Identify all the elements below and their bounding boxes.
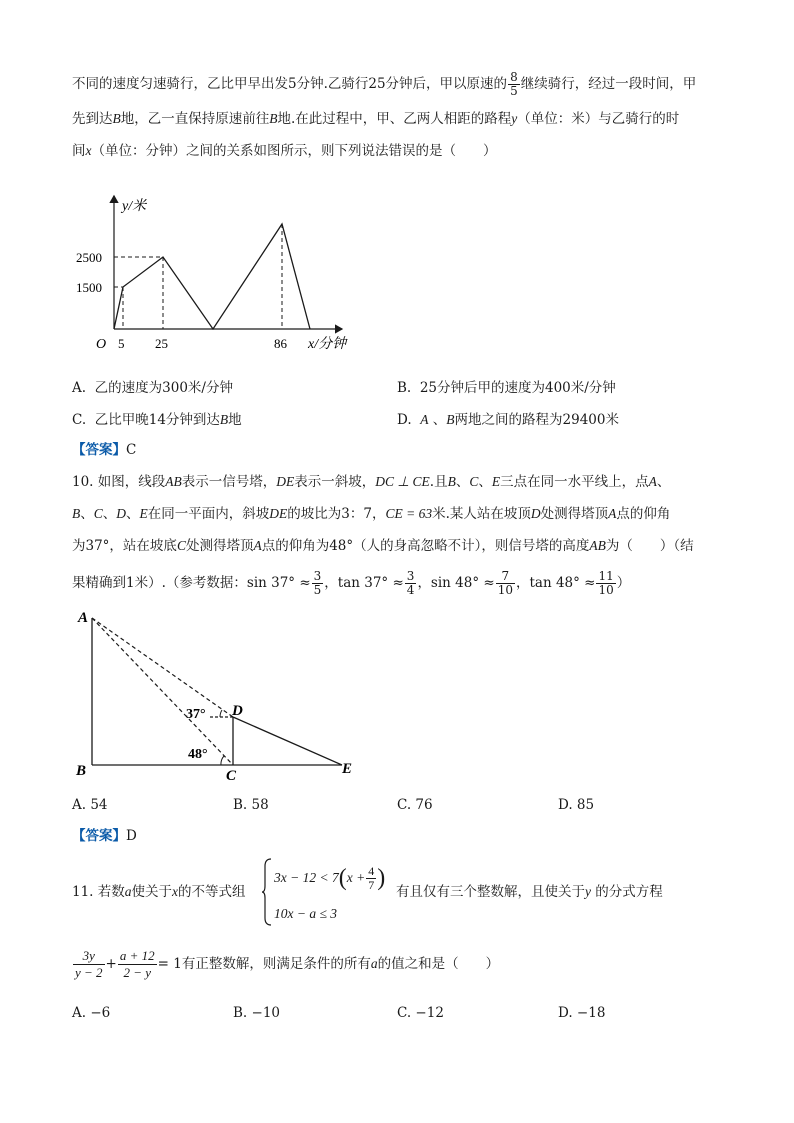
q11-option-c: C. −12 <box>397 1005 444 1021</box>
q10-line-4: 果精确到1米）.（参考数据：sin 37° ≈ $\frac{3}{5}$ ，tan 37° ≈ $\frac{3}{4}$ ，sin 48° ≈ $\frac{7}{10}$ ，tan 48° ≈ $\frac{11}{10}$ ） <box>72 569 631 597</box>
q9-text: 继续骑行，经过一段时间，甲 <box>520 76 697 92</box>
q9-x-axis-label: x/分钟 <box>308 337 347 352</box>
q10-option-c: C. 76 <box>397 797 433 813</box>
q9-option-c: C. 乙比甲晚14分钟到达B地 <box>72 412 242 428</box>
q9-y-tick-2500: 2500 <box>76 250 102 265</box>
q10-option-b: B. 58 <box>233 797 269 813</box>
q9-x-tick-86: 86 <box>274 336 287 351</box>
q9-origin-label: O <box>96 337 107 352</box>
q11-option-a: A. −6 <box>72 1005 111 1021</box>
q11-eq-fraction-1: $\frac{3y}{y - 2}$ <box>75 948 103 980</box>
q11-line-2: $\frac{3y}{y - 2}$ + $\frac{a + 12}{2 - y}$ = 1有正整数解，则满足条件的所有a的值之和是（ ） <box>75 948 500 980</box>
q9-distance-time-graph <box>70 188 370 358</box>
q9-distance-polyline <box>114 224 310 329</box>
q10-option-a: A. 54 <box>72 797 108 813</box>
q10-label-b: B <box>76 763 87 779</box>
q10-option-d: D. 85 <box>558 797 595 813</box>
q9-line-3: 间x（单位：分钟）之间的关系如图所示，则下列说法错误的是（ ） <box>72 143 497 159</box>
q11-eq-fraction-2: $\frac{a + 12}{2 - y}$ <box>119 948 155 980</box>
q9-y-tick-1500: 1500 <box>76 280 102 295</box>
q10-sight-ad <box>92 618 233 717</box>
q11-inequality-1: 3x − 12 < 7(x + $\frac{4}{7}$ ) <box>274 864 386 893</box>
q10-angle-48: 48° <box>188 747 208 762</box>
q11-option-b: B. −10 <box>233 1005 280 1021</box>
q10-slope-de <box>233 717 342 765</box>
q10-label-c: C <box>226 768 237 784</box>
frac-3-4: $\frac{3}{4}$ <box>406 569 415 597</box>
q11-left-brace <box>262 858 272 926</box>
q9-option-b: B. 25分钟后甲的速度为400米/分钟 <box>397 380 616 396</box>
frac-7-10: $\frac{7}{10}$ <box>497 569 513 597</box>
q9-option-d: D. A 、B两地之间的路程为29400米 <box>397 412 619 428</box>
frac-11-10: $\frac{11}{10}$ <box>598 569 614 597</box>
q10-angle-arc-37 <box>220 710 222 717</box>
q11-inequality-2: 10x − a ≤ 3 <box>274 906 338 921</box>
q10-sight-ac <box>92 618 233 765</box>
q10-angle-arc-48 <box>221 756 224 765</box>
q10-answer: 【答案】D <box>72 828 137 844</box>
q10-tower-slope-figure <box>70 604 370 784</box>
q11-line-1-left: 11. 若数a使关于x的不等式组 <box>72 884 246 900</box>
q9-x-tick-5: 5 <box>118 336 125 351</box>
q9-answer: 【答案】C <box>72 442 137 458</box>
q10-label-e: E <box>342 761 353 777</box>
q11-line-1-right: 有且仅有三个整数解，且使关于y 的分式方程 <box>396 884 663 900</box>
q10-angle-37: 37° <box>186 707 206 722</box>
q9-y-axis-label: y/米 <box>122 199 147 214</box>
q10-line-2: B、C、D、E在同一平面内，斜坡DE的坡比为3：7，CE = 63米.某人站在坡顶D处测得塔顶A点的仰角 <box>72 506 671 522</box>
q11-option-d: D. −18 <box>558 1005 606 1021</box>
q9-text: 不同的速度匀速骑行，乙比甲早出发5分钟.乙骑行25分钟后，甲以原速的 <box>72 76 508 92</box>
q9-line-2: 先到达B地，乙一直保持原速前往B地.在此过程中，甲、乙两人相距的路程y（单位：米）与乙骑行的时 <box>72 111 680 127</box>
q9-fraction-8-5: $\frac{8}{5}$ <box>510 70 518 98</box>
q10-line-3: 为37°，站在坡底C处测得塔顶A点的仰角为48°（人的身高忽略不计），则信号塔的高度AB为（ ）（结 <box>72 538 694 554</box>
frac-4-7: $\frac{4}{7}$ <box>368 864 375 893</box>
q9-line-1 <box>72 71 696 98</box>
q10-label-a: A <box>78 610 89 626</box>
frac-3-5: $\frac{3}{5}$ <box>313 569 322 597</box>
q10-line-1: 10. 如图，线段AB表示一信号塔，DE表示一斜坡，DC ⊥ CE.且B、C、E三点在同一水平线上，点A、 <box>72 474 671 490</box>
q9-x-tick-25: 25 <box>155 336 168 351</box>
q10-label-d: D <box>232 703 243 719</box>
q11-inequality-system <box>262 858 396 926</box>
q9-option-a: A. 乙的速度为300米/分钟 <box>72 380 233 396</box>
